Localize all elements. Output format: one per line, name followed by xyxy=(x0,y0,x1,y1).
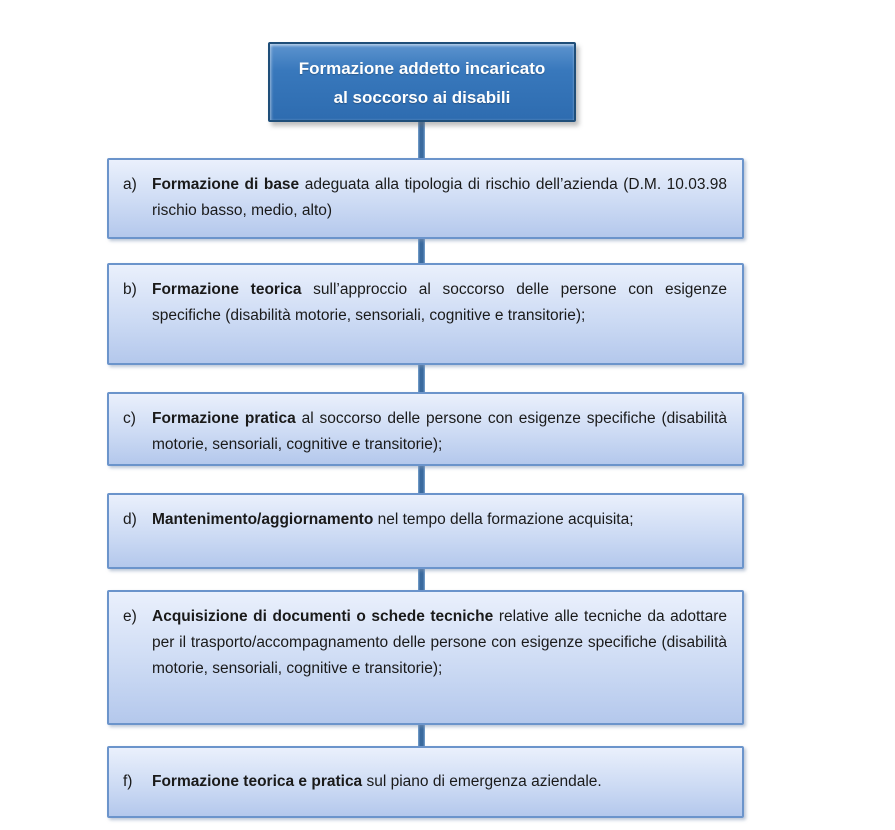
item-b-rest-text: sull’approccio al soccorso delle persone con esigenze specifiche (disabilità motorie, sensoriali, cognitive e transitorie); xyxy=(152,281,728,324)
item-d-bold-text: Mantenimento/aggiornamento xyxy=(152,511,374,528)
title-line-2: al soccorso ai disabili xyxy=(333,88,511,107)
item-c-text xyxy=(152,406,727,458)
flowchart-item-f xyxy=(107,746,744,818)
item-e-label: e) xyxy=(123,608,137,625)
item-c-rest-text: al soccorso delle persone con esigenze specifiche (disabilità motorie, sensoriali, cognitive e transitorie); xyxy=(152,410,727,453)
flowchart-item-b xyxy=(107,263,744,365)
title-line-1: Formazione addetto incaricato xyxy=(298,59,546,78)
flowchart-title-box xyxy=(268,42,576,122)
item-a-bold-text: Formazione di base xyxy=(152,176,300,193)
item-d-text xyxy=(152,507,727,533)
flowchart-item-a xyxy=(107,158,744,239)
flowchart-item-d xyxy=(107,493,744,569)
item-e-text xyxy=(152,604,727,682)
item-d-label: d) xyxy=(123,511,137,528)
item-c-bold-text: Formazione pratica xyxy=(152,410,296,427)
item-a-rest-text: adeguata alla tipologia di rischio dell’azienda (D.M. 10.03.98 rischio basso, medio, alto) xyxy=(152,176,728,219)
flowchart-item-e xyxy=(107,590,744,725)
item-f-label: f) xyxy=(123,773,133,790)
item-b-label: b) xyxy=(123,281,137,298)
item-f-text xyxy=(152,769,727,795)
item-a-text xyxy=(152,172,727,224)
item-b-text xyxy=(152,277,727,329)
item-e-rest-text: relative alle tecniche da adottare per il trasporto/accompagnamento delle persone con esigenze specifiche (disabilità motorie, sensoriali, cognitive e transitorie); xyxy=(152,608,727,677)
item-a-label: a) xyxy=(123,176,137,193)
item-c-label: c) xyxy=(123,410,136,427)
item-e-bold-text: Acquisizione di documenti o schede tecniche xyxy=(152,608,494,625)
item-f-bold-text: Formazione teorica e pratica xyxy=(152,773,363,790)
flowchart-item-c xyxy=(107,392,744,466)
item-b-bold-text: Formazione teorica xyxy=(152,281,302,298)
item-d-rest-text: nel tempo della formazione acquisita; xyxy=(373,511,634,528)
item-f-rest-text: sul piano di emergenza aziendale. xyxy=(362,773,602,790)
